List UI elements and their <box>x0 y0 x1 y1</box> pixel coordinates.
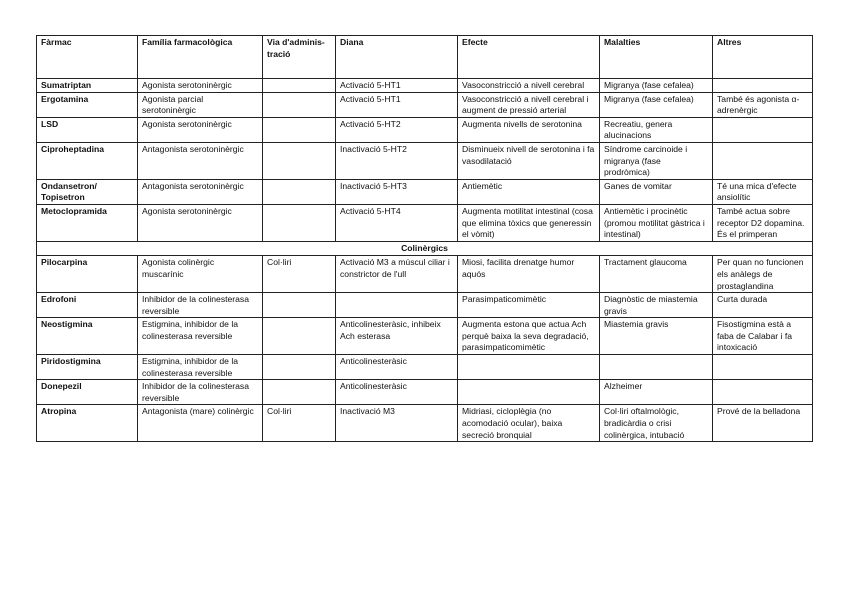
drug-name-cell: Ergotamina <box>37 92 138 117</box>
table-cell: Col·liri <box>263 256 336 293</box>
table-cell: Síndrome carcinoide i migranya (fase prodròmica) <box>600 142 713 179</box>
table-cell: Activació 5-HT4 <box>336 204 458 241</box>
table-cell: Miastemia gravis <box>600 318 713 355</box>
table-row <box>37 92 813 117</box>
table-cell: Augmenta nivells de serotonina <box>458 117 600 142</box>
table-cell: Antiemètic i procinètic (promou motilitat gàstrica i intestinal) <box>600 204 713 241</box>
table-cell: Agonista serotoninèrgic <box>138 204 263 241</box>
table-cell: Miosi, facilita drenatge humor aquós <box>458 256 600 293</box>
table-cell: També és agonista α-adrenèrgic <box>713 92 813 117</box>
table-row <box>37 355 813 380</box>
header-cell: Via d'adminis-tració <box>263 36 336 79</box>
drug-name-cell: Pilocarpina <box>37 256 138 293</box>
section-divider <box>37 241 813 256</box>
table-cell <box>713 142 813 179</box>
table-cell: Inactivació 5-HT3 <box>336 179 458 204</box>
table-row <box>37 405 813 442</box>
drug-name-cell: Edrofoni <box>37 293 138 318</box>
table-row <box>37 293 813 318</box>
table-cell: Augmenta motilitat intestinal (cosa que elimina tòxics que generessin el vòmit) <box>458 204 600 241</box>
table-cell <box>263 355 336 380</box>
table-row <box>37 117 813 142</box>
table-cell: Vasoconstricció a nivell cerebral <box>458 79 600 93</box>
table-cell: Agonista parcial serotoninèrgic <box>138 92 263 117</box>
drug-name-cell: Ciproheptadina <box>37 142 138 179</box>
table-cell: Curta durada <box>713 293 813 318</box>
table-cell: Agonista serotoninèrgic <box>138 79 263 93</box>
table-cell <box>263 380 336 405</box>
header-cell: Altres <box>713 36 813 79</box>
table-cell <box>458 380 600 405</box>
cholinergic-rows <box>37 256 813 442</box>
header-cell: Família farmacològica <box>138 36 263 79</box>
table-cell: Activació 5-HT2 <box>336 117 458 142</box>
table-cell <box>263 92 336 117</box>
table-row <box>37 179 813 204</box>
drug-name-cell: Metoclopramida <box>37 204 138 241</box>
drug-name-cell: Sumatriptan <box>37 79 138 93</box>
table-cell: Col·liri oftalmològic, bradicàrdia o crisi colinèrgica, intubació <box>600 405 713 442</box>
table-cell: Inhibidor de la colinesterasa reversible <box>138 293 263 318</box>
table-cell: Estigmina, inhibidor de la colinesterasa reversible <box>138 318 263 355</box>
table-cell <box>713 355 813 380</box>
table-cell: Activació M3 a múscul ciliar i constrictor de l'ull <box>336 256 458 293</box>
header-cell: Fàrmac <box>37 36 138 79</box>
table-cell <box>713 380 813 405</box>
table-cell: Inactivació M3 <box>336 405 458 442</box>
table-cell: Disminueix nivell de serotonina i fa vasodilatació <box>458 142 600 179</box>
header-row <box>37 36 813 79</box>
table-cell: Prové de la belladona <box>713 405 813 442</box>
table-cell <box>600 355 713 380</box>
table-cell: Anticolinesteràsic, inhibeix Ach esterasa <box>336 318 458 355</box>
table-cell: Antiemètic <box>458 179 600 204</box>
table-cell: Recreatiu, genera alucinacions <box>600 117 713 142</box>
section-row <box>37 241 813 256</box>
table-cell <box>263 179 336 204</box>
table-cell <box>458 355 600 380</box>
table-cell: També actua sobre receptor D2 dopamina. És el primperan <box>713 204 813 241</box>
table-cell: Midriasi, cicloplègia (no acomodació ocular), baixa secreció bronquial <box>458 405 600 442</box>
table-cell: Antagonista serotoninèrgic <box>138 142 263 179</box>
table-row <box>37 204 813 241</box>
drug-name-cell: Ondansetron/ Topisetron <box>37 179 138 204</box>
table-cell: Anticolinesteràsic <box>336 355 458 380</box>
table-cell <box>336 293 458 318</box>
table-row <box>37 142 813 179</box>
table-cell: Antagonista serotoninèrgic <box>138 179 263 204</box>
table-row <box>37 380 813 405</box>
table-cell: Vasoconstricció a nivell cerebral i augment de pressió arterial <box>458 92 600 117</box>
table-cell: Inactivació 5-HT2 <box>336 142 458 179</box>
table-cell: Fisostigmina està a faba de Calabar i fa intoxicació <box>713 318 813 355</box>
table-cell <box>713 79 813 93</box>
table-cell <box>263 204 336 241</box>
drug-name-cell: Atropina <box>37 405 138 442</box>
table-row <box>37 256 813 293</box>
table-cell: Antagonista (mare) colinèrgic <box>138 405 263 442</box>
table-cell <box>713 117 813 142</box>
drug-name-cell: LSD <box>37 117 138 142</box>
table-cell: Agonista colinèrgic muscarínic <box>138 256 263 293</box>
table-cell: Tractament glaucoma <box>600 256 713 293</box>
header-cell: Malalties <box>600 36 713 79</box>
table-cell: Inhibidor de la colinesterasa reversible <box>138 380 263 405</box>
table-row <box>37 79 813 93</box>
table-cell: Ganes de vomitar <box>600 179 713 204</box>
serotoninergic-rows <box>37 79 813 242</box>
table-cell: Té una mica d'efecte ansiolític <box>713 179 813 204</box>
drug-name-cell: Neostigmina <box>37 318 138 355</box>
table-cell: Col·liri <box>263 405 336 442</box>
table-cell: Migranya (fase cefalea) <box>600 92 713 117</box>
drug-name-cell: Donepezil <box>37 380 138 405</box>
table-cell: Parasimpaticomimètic <box>458 293 600 318</box>
table-cell: Anticolinesteràsic <box>336 380 458 405</box>
table-cell: Alzheimer <box>600 380 713 405</box>
section-label: Colinèrgics <box>37 241 813 256</box>
table-cell: Diagnòstic de miastemia gravis <box>600 293 713 318</box>
table-cell: Activació 5-HT1 <box>336 79 458 93</box>
table-cell <box>263 142 336 179</box>
header-cell: Efecte <box>458 36 600 79</box>
table-cell <box>263 293 336 318</box>
header-cell: Diana <box>336 36 458 79</box>
table-cell: Estigmina, inhibidor de la colinesterasa reversible <box>138 355 263 380</box>
table-cell <box>263 79 336 93</box>
table-row <box>37 318 813 355</box>
table-cell <box>263 117 336 142</box>
table-cell: Per quan no funcionen els anàlegs de prostaglandina <box>713 256 813 293</box>
table-cell: Agonista serotoninèrgic <box>138 117 263 142</box>
table-cell: Augmenta estona que actua Ach perquè baixa la seva degradació, parasimpaticomimètic <box>458 318 600 355</box>
table-cell: Migranya (fase cefalea) <box>600 79 713 93</box>
pharmacology-table <box>36 35 813 442</box>
table-cell: Activació 5-HT1 <box>336 92 458 117</box>
drug-name-cell: Piridostigmina <box>37 355 138 380</box>
table-cell <box>263 318 336 355</box>
